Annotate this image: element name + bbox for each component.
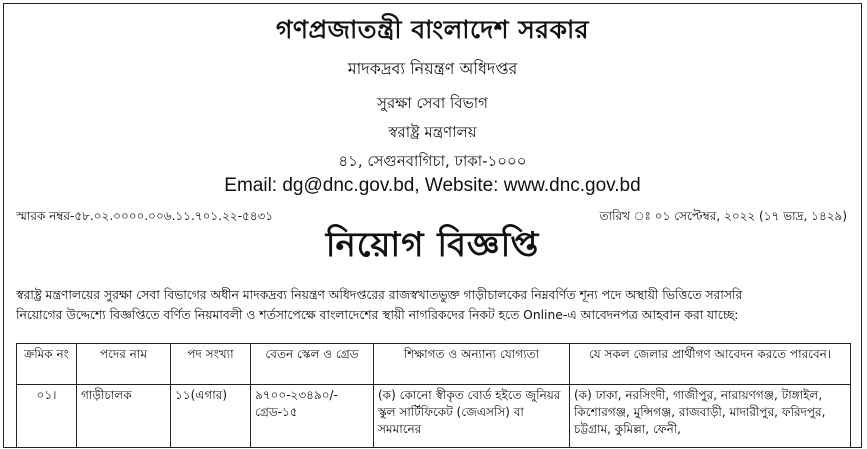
intro-line: নিয়োগের উদ্দেশ্যে বিজ্ঞপ্তিতে বর্ণিত নিয়মাবলী ও শর্তসাপেক্ষে বাংলাদেশের স্থায়ী নাগরিকদের নিকট হতে Online-এ আবেদনপত্র আহবান করা যাচ্ছে: (16, 308, 739, 322)
cell-scale (251, 385, 374, 449)
column-header-count: পদ সংখ্যা (171, 344, 251, 385)
pay-scale: ৯৭০০-২৩৪৯০/- (255, 388, 338, 402)
cell-serial: ০১। (17, 385, 77, 449)
cell-qualification: (ক) কোনো স্বীকৃত বোর্ড হইতে জুনিয়র স্কুল সার্টিফিকেট (জেএসসি) বা সমমানের (374, 385, 570, 449)
contact-line: Email: dg@dnc.gov.bd, Website: www.dnc.gov.bd (224, 175, 641, 196)
government-heading: গণপ্রজাতন্ত্রী বাংলাদেশ সরকার (276, 15, 589, 44)
column-header-scale: বেতন স্কেল ও গ্রেড (251, 344, 374, 385)
column-header-post: পদের নাম (77, 344, 171, 385)
column-header-serial: ক্রমিক নং (17, 344, 77, 385)
ministry-name: স্বরাষ্ট্র মন্ত্রণালয় (388, 123, 477, 141)
cell-post: গাড়ীচালক (77, 385, 171, 449)
column-header-qualification: শিক্ষাগত ও অন্যান্য যোগ্যতা (374, 344, 570, 385)
pay-grade: গ্রেড-১৫ (255, 405, 298, 419)
vacancy-table (16, 343, 851, 448)
table-header-row (17, 344, 851, 385)
cell-districts: (ক) ঢাকা, নরসিংদী, গাজীপুর, নারায়ণগঞ্জ, টাঙ্গাইল, কিশোরগঞ্জ, মুন্সিগঞ্জ, রাজবাড়ী, মাদারীপুর, ফরিদপুর, চট্টগ্রাম, কুমিল্লা, ফেনী, (570, 385, 851, 449)
memo-date: তারিখ ঃ ০১ সেপ্টেম্বর, ২০২২ (১৭ ভাদ্র, ১৪২৯) (599, 209, 847, 223)
office-address: ৪১, সেগুনবাগিচা, ঢাকা-১০০০ (338, 152, 527, 170)
column-header-districts: যে সকল জেলার প্রার্থীগণ আবেদন করতে পারবেন। (570, 344, 851, 385)
memo-number: স্মারক নম্বর-৫৮.০২.০০০০.০০৬.১১.৭০১.২২-৫৪৩১ (16, 209, 274, 223)
cell-count: ১১(এগার) (171, 385, 251, 449)
notice-document (3, 3, 862, 448)
intro-paragraph (16, 285, 851, 325)
notice-title: নিয়োগ বিজ্ঞপ্তি (325, 225, 540, 265)
division-name: সুরক্ষা সেবা বিভাগ (377, 94, 488, 112)
intro-line: স্বরাষ্ট্র মন্ত্রণালয়ের সুরক্ষা সেবা বিভাগের অধীন মাদকদ্রব্য নিয়ন্ত্রণ অধিদপ্তরের রাজস্বখাতভুক্ত গাড়ীচালকের নিম্নবর্ণিত শূন্য পদে অস্থায়ী ভিত্তিতে সরাসরি (16, 288, 743, 302)
department-name: মাদকদ্রব্য নিয়ন্ত্রণ অধিদপ্তর (347, 59, 518, 78)
table-row (17, 385, 851, 449)
